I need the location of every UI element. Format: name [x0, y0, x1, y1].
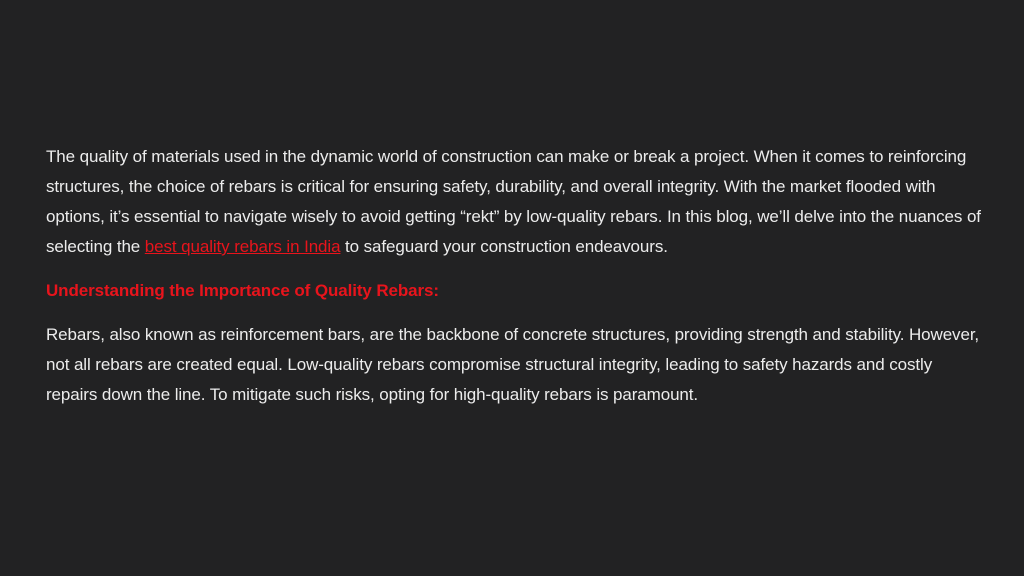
- content-block: [46, 142, 986, 410]
- intro-text-before-link: The quality of materials used in the dynamic world of construction can make or break a project. When it comes to reinforcing structures, the choice of rebars is critical for ensuring safety, durability, and overall integrity. With the market flooded with options, it’s essential to navigate wisely to avoid getting “rekt” by low-quality rebars. In this blog, we’ll delve into the nuances of selecting the: [46, 147, 981, 256]
- intro-paragraph: [46, 142, 986, 262]
- best-quality-rebars-link[interactable]: best quality rebars in India: [144, 237, 341, 256]
- intro-text-after-link: to safeguard your construction endeavours.: [340, 237, 668, 256]
- section-paragraph: Rebars, also known as reinforcement bars, are the backbone of concrete structures, providing strength and stability. However, not all rebars are created equal. Low-quality rebars compromise structural integrity, leading to safety hazards and costly repairs down the line. To mitigate such risks, opting for high-quality rebars is paramount.: [46, 325, 980, 404]
- section-heading: Understanding the Importance of Quality Rebars:: [46, 281, 439, 300]
